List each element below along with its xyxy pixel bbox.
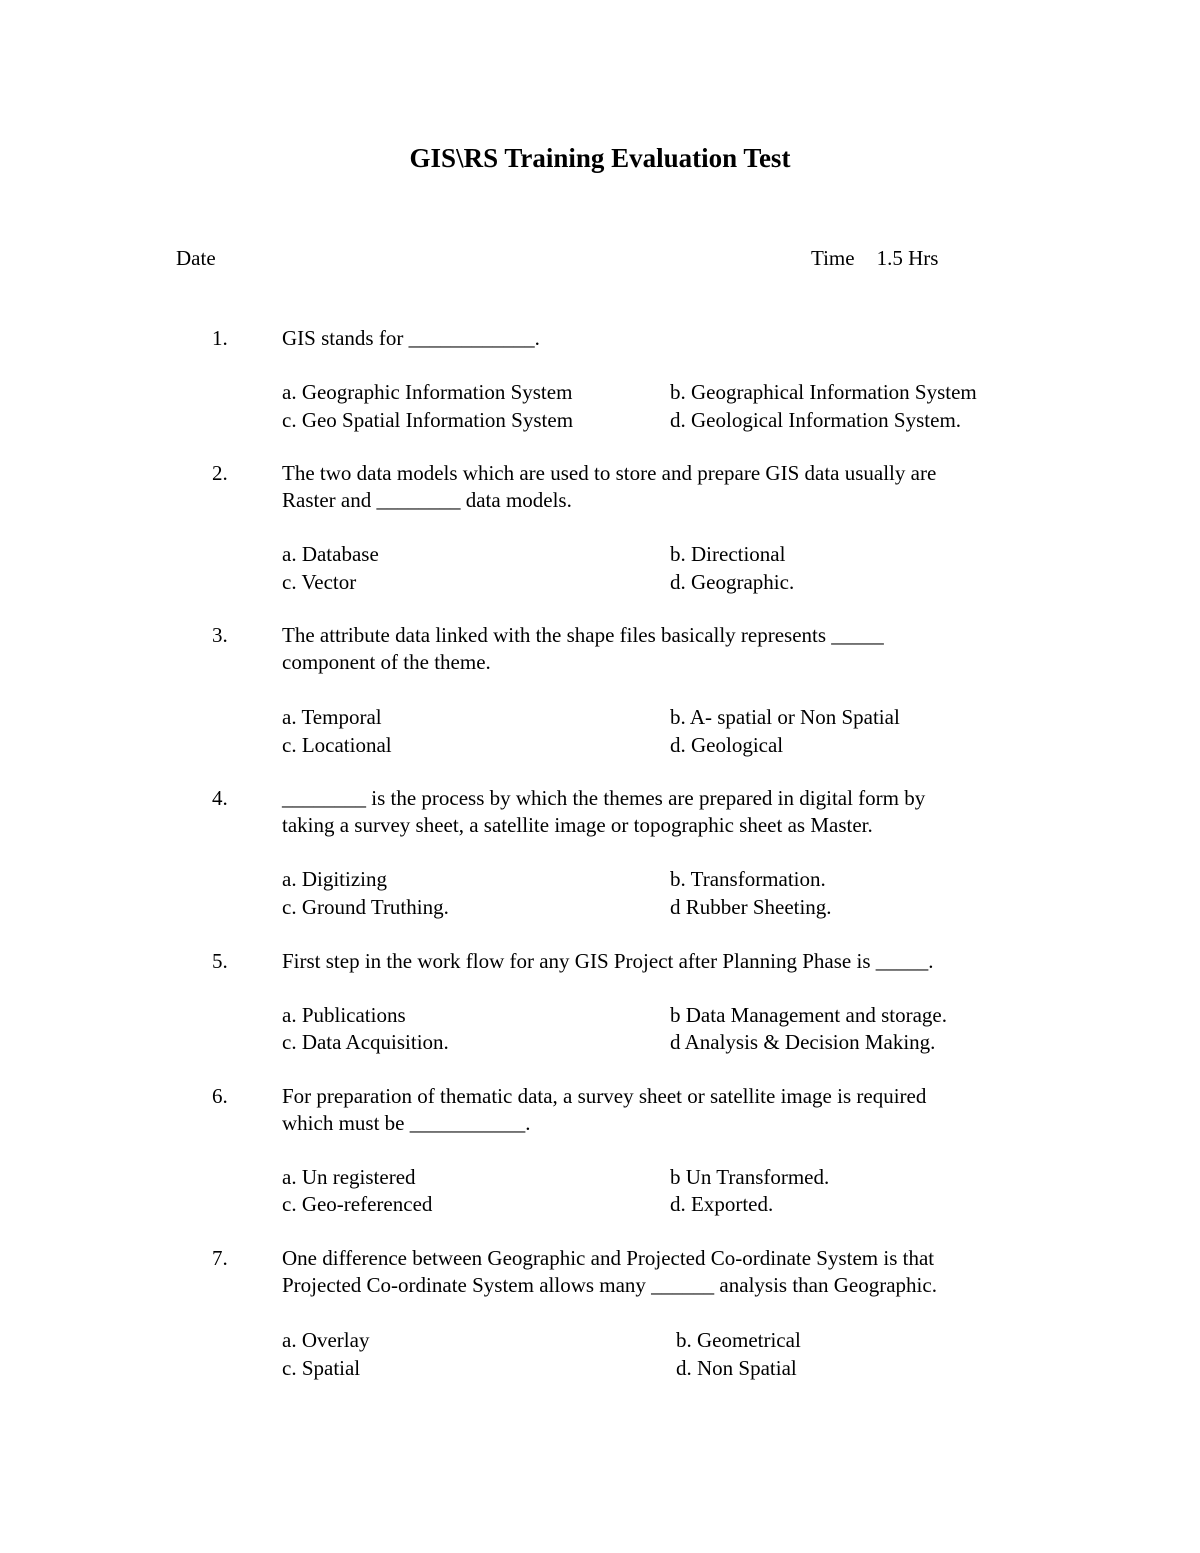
option-c: c. Spatial [282, 1356, 361, 1380]
question-line: ________ is the process by which the themes are prepared in digital form by [282, 786, 926, 810]
question-line: One difference between Geographic and Projected Co-ordinate System is that [282, 1246, 935, 1270]
document-title: GIS\RS Training Evaluation Test [409, 143, 791, 173]
option-c: c. Geo Spatial Information System [282, 408, 574, 432]
question-text [282, 325, 1042, 352]
option-c: c. Data Acquisition. [282, 1030, 449, 1054]
date-label: Date [176, 246, 216, 270]
option-d: d. Geological [670, 733, 784, 757]
option-d: d. Non Spatial [676, 1356, 797, 1380]
question-line: GIS stands for ____________. [282, 326, 540, 350]
option-d: d. Geological Information System. [670, 408, 962, 432]
option-a: a. Digitizing [282, 867, 387, 891]
question-number: 7. [212, 1246, 228, 1270]
option-b: b. Geometrical [676, 1328, 801, 1352]
question-line: which must be ___________. [282, 1111, 531, 1135]
option-b: b. A- spatial or Non Spatial [670, 705, 900, 729]
question-line: component of the theme. [282, 650, 491, 674]
time-label: Time [811, 246, 855, 270]
option-c: c. Vector [282, 570, 357, 594]
question-line: Projected Co-ordinate System allows many ______ analysis than Geographic. [282, 1273, 937, 1297]
option-b: b Un Transformed. [670, 1165, 830, 1189]
question-text [282, 622, 1042, 676]
option-d: d. Geographic. [670, 570, 795, 594]
option-a: a. Un registered [282, 1165, 416, 1189]
question-line: taking a survey sheet, a satellite image or topographic sheet as Master. [282, 813, 873, 837]
question-text [282, 1083, 1042, 1137]
question-text [282, 785, 1042, 839]
option-a: a. Temporal [282, 705, 382, 729]
option-d: d. Exported. [670, 1192, 774, 1216]
question-line: Raster and ________ data models. [282, 488, 572, 512]
option-b: b Data Management and storage. [670, 1003, 947, 1027]
option-b: b. Directional [670, 542, 786, 566]
option-c: c. Geo-referenced [282, 1192, 433, 1216]
question-line: For preparation of thematic data, a survey sheet or satellite image is required [282, 1084, 927, 1108]
option-a: a. Publications [282, 1003, 406, 1027]
option-b: b. Transformation. [670, 867, 826, 891]
question-text [282, 948, 1042, 975]
question-number: 6. [212, 1084, 228, 1108]
option-d: d Analysis & Decision Making. [670, 1030, 936, 1054]
question-text [282, 460, 1042, 514]
option-d: d Rubber Sheeting. [670, 895, 832, 919]
time-field [811, 244, 938, 272]
question-number: 4. [212, 786, 228, 810]
question-number: 5. [212, 949, 228, 973]
question-number: 2. [212, 461, 228, 485]
option-b: b. Geographical Information System [670, 380, 977, 404]
question-text [282, 1245, 1042, 1299]
question-number: 3. [212, 623, 228, 647]
option-c: c. Locational [282, 733, 392, 757]
option-a: a. Geographic Information System [282, 380, 573, 404]
time-value: 1.5 Hrs [876, 246, 939, 270]
question-number: 1. [212, 326, 228, 350]
question-line: The two data models which are used to store and prepare GIS data usually are [282, 461, 937, 485]
option-a: a. Overlay [282, 1328, 370, 1352]
option-c: c. Ground Truthing. [282, 895, 449, 919]
question-line: The attribute data linked with the shape files basically represents _____ [282, 623, 884, 647]
option-a: a. Database [282, 542, 379, 566]
question-line: First step in the work flow for any GIS Project after Planning Phase is _____. [282, 949, 934, 973]
